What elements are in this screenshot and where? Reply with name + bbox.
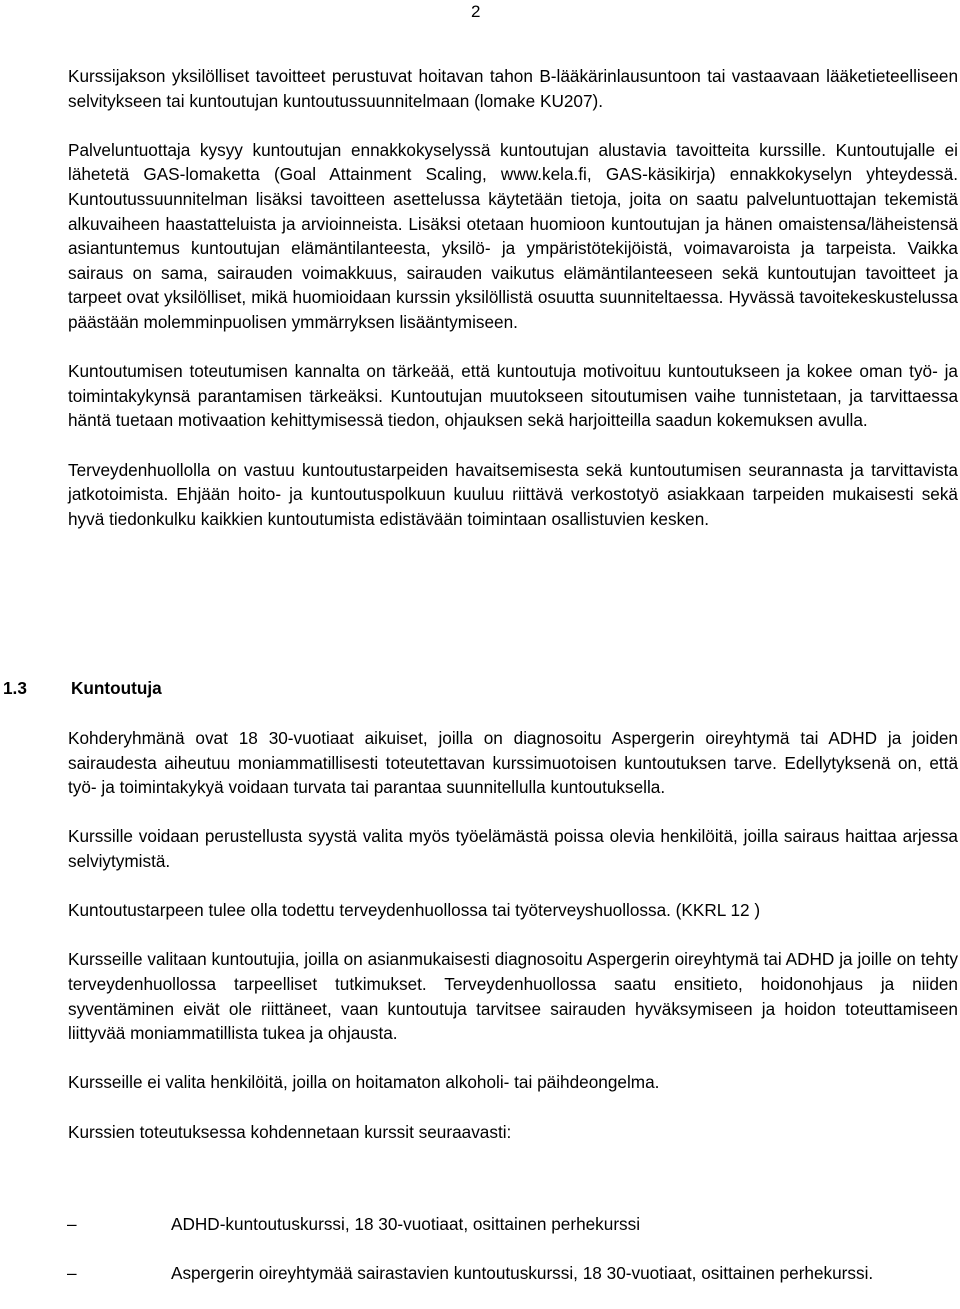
page-number: 2 — [471, 2, 481, 21]
section-number: 1.3 — [3, 678, 27, 698]
section-title: Kuntoutuja — [71, 678, 162, 698]
paragraph-unemployed: Kurssille voidaan perustellusta syystä valita myös työelämästä poissa olevia henkilöitä, joilla sairaus haittaa arjessa selviytymistä. — [68, 826, 958, 871]
paragraph-allocation: Kurssien toteutuksessa kohdennetaan kurssit seuraavasti: — [68, 1121, 512, 1142]
paragraph-selection: Kursseille valitaan kuntoutujia, joilla on asianmukaisesti diagnosoitu Aspergerin oireyhtymä tai ADHD ja joille on tehty terveydenhuollossa tarpeelliset tutkimukset. Terveydenhuollossa saatu ensitieto, hoidonohjaus ja niiden syventäminen eivät ole riittäneet, vaan kuntoutuja tarvitsee sairauden hyväksymiseen ja hoidon toteuttamiseen liittyvää moniammatillista tukea ja ohjausta. — [68, 949, 958, 1044]
bullet-dash: – — [67, 1214, 77, 1234]
paragraph-1: Kurssijakson yksilölliset tavoitteet perustuvat hoitavan tahon B-lääkärinlausuntoon tai vastaavaan lääketieteelliseen selvitykseen tai kuntoutujan kuntoutussuunnitelmaan (lomake KU207). — [68, 66, 958, 111]
paragraph-4: Terveydenhuollolla on vastuu kuntoutustarpeiden havaitsemisesta sekä kuntoutumisen seurannasta ja tarvittavista jatkotoimista. Ehjään hoito- ja kuntoutuspolkuun kuuluu riittävä verkostotyö asiakkaan tarpeiden mukaisesti sekä hyvä tiedonkulku kaikkien kuntoutumista edistävään toimintaan osallistuvien kesken. — [68, 459, 958, 529]
list-item — [68, 1261, 958, 1286]
paragraph-need: Kuntoutustarpeen tulee olla todettu terveydenhuollossa tai työterveyshuollossa. (KKRL 12 ) — [68, 900, 761, 921]
section-heading — [3, 678, 162, 699]
list-item-text: Aspergerin oireyhtymää sairastavien kuntoutuskurssi, 18 30-vuotiaat, osittainen perhekurssi. — [171, 1263, 874, 1284]
list-item — [68, 1212, 958, 1237]
course-list — [68, 1212, 958, 1286]
list-item-text: ADHD-kuntoutuskurssi, 18 30-vuotiaat, osittainen perhekurssi — [171, 1214, 641, 1234]
paragraph-3: Kuntoutumisen toteutumisen kannalta on tärkeää, että kuntoutuja motivoituu kuntoutukseen ja kokee oman työ- ja toimintakykynsä parantamisen tärkeäksi. Kuntoutujan muutokseen sitoutumisen vaihe tunnistetaan, ja tarvittaessa häntä tuetaan motivaation kehittymisessä tiedon, ohjauksen sekä harjoitteilla saadun kokemuksen avulla. — [68, 361, 958, 431]
section-body — [68, 726, 958, 1169]
document-body — [68, 64, 958, 531]
bullet-dash: – — [67, 1263, 77, 1284]
paragraph-2: Palveluntuottaja kysyy kuntoutujan ennakkokyselyssä kuntoutujan alustavia tavoitteita kurssille. Kuntoutujalle ei lähetetä GAS-lomaketta (Goal Attainment Scaling, www.kela.fi, GAS-käsikirja) ennakkokyselyn yhteydessä. Kuntoutussuunnitelman lisäksi tavoitteen asettelussa käytetään tietoja, joita on saatu palveluntuottajan tekemistä alkuvaiheen haastatteluista ja arvioinneista. Lisäksi otetaan huomioon kuntoutujan ja hänen omaistensa/läheistensä asiantuntemus kuntoutujan elämäntilanteesta, yksilö- ja ympäristötekijöistä, voimavaroista ja tarpeista. Vaikka sairaus on sama, sairauden voimakkuus, sairauden vaikutus elämäntilanteeseen sekä kuntoutujan tavoitteet ja tarpeet ovat yksilölliset, mikä huomioidaan kurssin yksilöllistä osuutta suunniteltaessa. Hyvässä tavoitekeskustelussa päästään molemminpuolisen ymmärryksen lisääntymiseen. — [68, 139, 958, 332]
paragraph-exclusion: Kursseille ei valita henkilöitä, joilla on hoitamaton alkoholi- tai päihdeongelma. — [68, 1072, 660, 1093]
paragraph-target-group: Kohderyhmänä ovat 18 30-vuotiaat aikuiset, joilla on diagnosoitu Aspergerin oireyhtymä tai ADHD ja joiden sairaudesta aiheutuu moniammatillisesti toteutettavan kurssimuotoisen kuntoutuksen tarve. Edellytyksenä on, että työ- ja toimintakykyä voidaan turvata tai parantaa suunnitellulla kuntoutuksella. — [68, 728, 958, 798]
